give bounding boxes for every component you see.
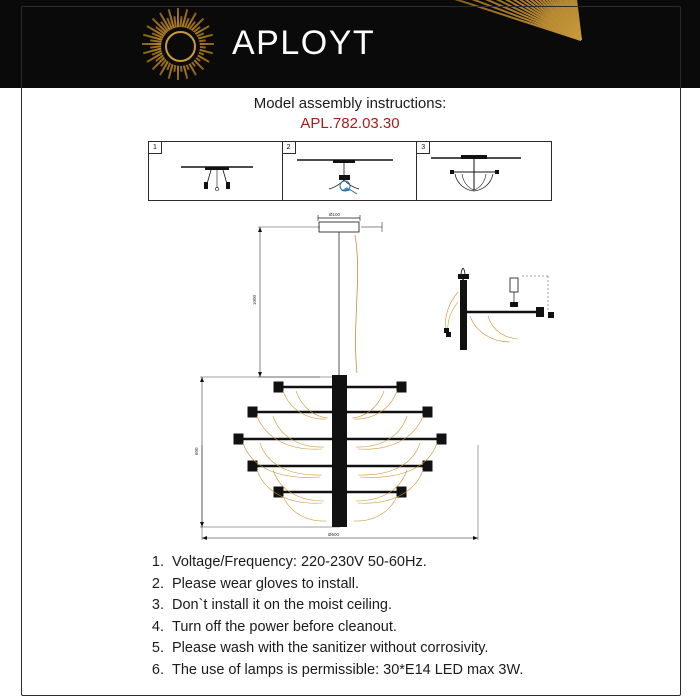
step-number: 2 (283, 142, 296, 154)
instructions-list (128, 552, 668, 681)
step-1-illustration (149, 142, 283, 201)
fan-rays-icon (420, 0, 700, 88)
list-item-text: The use of lamps is permissible: 30*E14 LED max 3W. (172, 661, 524, 678)
svg-text:Ø600: Ø600 (328, 532, 340, 537)
step-panel-2 (283, 141, 418, 201)
assembly-dimension-drawing (150, 205, 590, 545)
step-panel-3 (417, 141, 552, 201)
list-item-text: Please wash with the sanitizer without corrosivity. (172, 640, 489, 656)
drop-height-dimension (252, 227, 320, 377)
list-item-number: 5. (151, 640, 164, 656)
title-block (0, 94, 700, 134)
step-3-illustration (417, 142, 552, 201)
step-number: 1 (149, 142, 162, 154)
list-item (150, 552, 668, 574)
list-item-number: 1. (151, 554, 164, 570)
list-item (150, 574, 668, 596)
step-panel-1 (148, 141, 283, 201)
list-item-number: 2. (151, 575, 164, 592)
list-item-text: Turn off the power before cleanout. (172, 618, 397, 635)
list-item-number: 4. (151, 618, 164, 635)
list-item (150, 660, 668, 682)
body-height-dimension (194, 377, 340, 527)
list-item-number: 6. (151, 661, 164, 678)
page-title: Model assembly instructions: (253, 95, 447, 112)
svg-text:Ø100: Ø100 (329, 212, 341, 217)
sunburst-disc (165, 31, 196, 62)
list-item (150, 617, 668, 639)
side-detail-view (430, 262, 580, 372)
header-banner (0, 0, 700, 88)
list-item-text: Voltage/Frequency: 220-230V 50-60Hz. (172, 554, 427, 570)
list-item-text: Please wear gloves to install. (172, 575, 359, 592)
list-item-text: Don`t install it on the moist ceiling. (172, 597, 393, 613)
assembly-steps (148, 141, 552, 201)
list-item (150, 638, 668, 660)
brand-name: APLOYT (232, 24, 376, 62)
list-item (150, 595, 668, 617)
step-number: 3 (417, 142, 430, 154)
svg-text:1000: 1000 (252, 294, 257, 305)
model-code: APL.782.03.30 (300, 115, 400, 132)
svg-text:600: 600 (194, 447, 199, 455)
canopy-detail (318, 212, 382, 232)
step-2-illustration (283, 142, 418, 201)
sunburst-icon (140, 6, 216, 82)
list-item-number: 3. (151, 597, 164, 613)
